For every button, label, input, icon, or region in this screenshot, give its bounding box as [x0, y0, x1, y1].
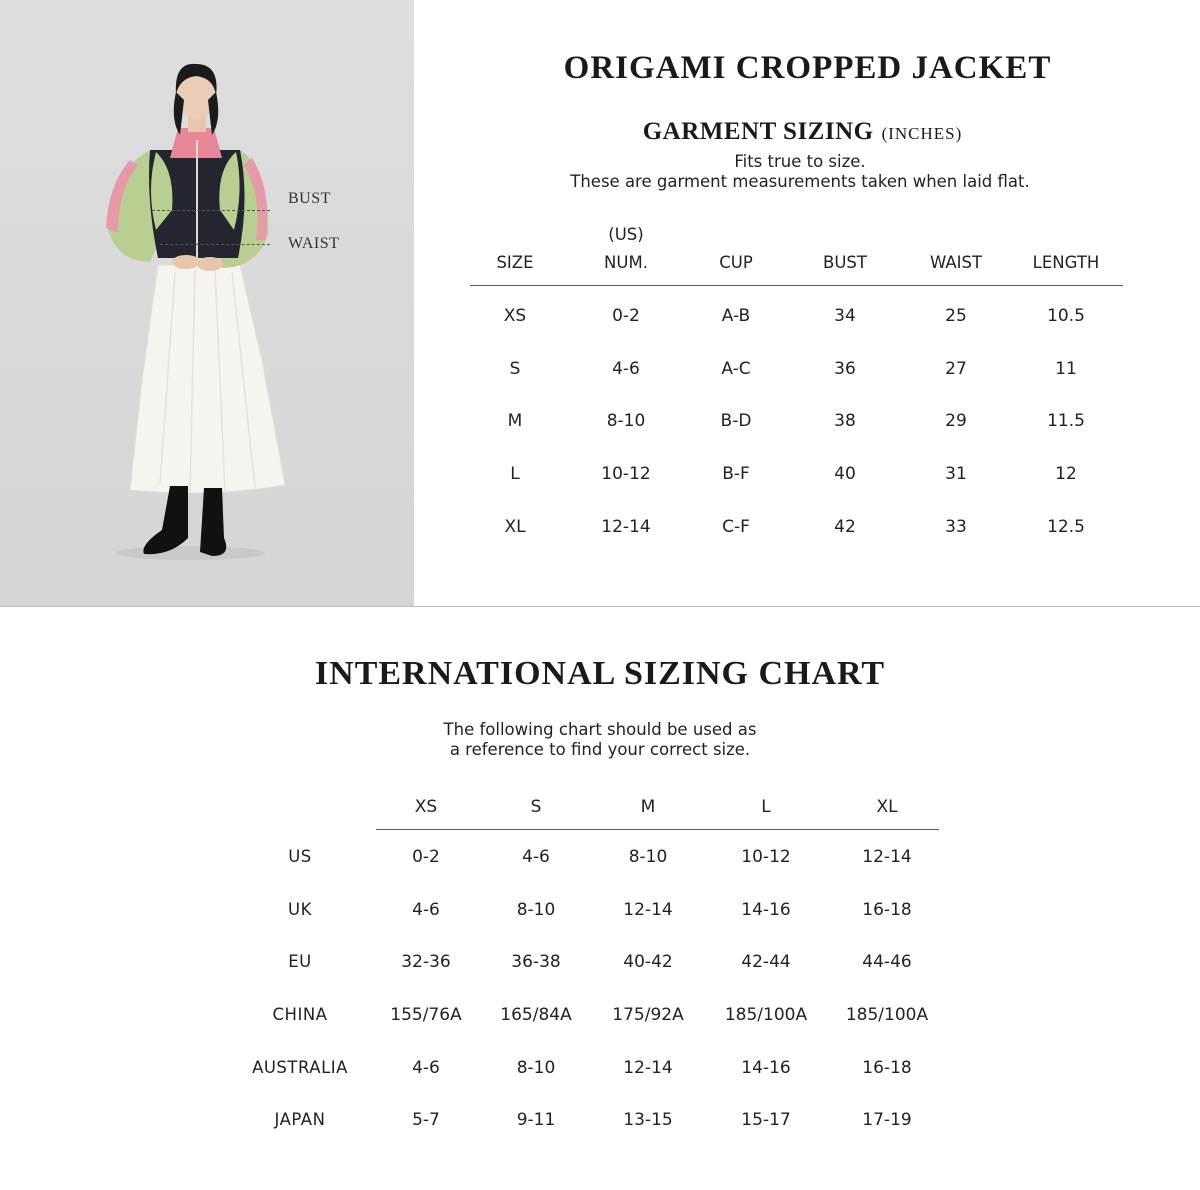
cell-waist: 31	[945, 464, 967, 485]
header-length: LENGTH	[1032, 253, 1100, 272]
header-size-0: XS	[414, 797, 438, 817]
size-cell: 17-19	[862, 1110, 912, 1131]
cell-length: 12.5	[1047, 516, 1085, 537]
size-cell: 44-46	[862, 952, 912, 973]
fit-note: Fits true to size.	[734, 152, 866, 171]
header-size-4: XL	[876, 797, 898, 817]
size-cell: 175/92A	[612, 1005, 684, 1026]
size-cell: 0-2	[412, 847, 440, 867]
size-cell: 32-36	[401, 952, 451, 973]
cell-bust: 42	[834, 516, 856, 537]
cell-us-num: 0-2	[612, 306, 640, 326]
section-divider	[0, 606, 1200, 607]
header-waist: WAIST	[929, 253, 983, 272]
size-cell: 8-10	[516, 899, 556, 920]
cell-cup: A-C	[721, 358, 751, 379]
cell-bust: 36	[834, 358, 856, 379]
region-label: AUSTRALIA	[252, 1057, 348, 1077]
cell-size: M	[507, 411, 523, 432]
size-cell: 155/76A	[390, 1005, 462, 1026]
size-cell: 4-6	[522, 847, 550, 867]
cell-size: XS	[503, 306, 527, 326]
size-cell: 40-42	[623, 952, 673, 973]
table-row	[470, 497, 1123, 550]
size-cell: 5-7	[412, 1110, 440, 1131]
cell-us-num: 4-6	[612, 358, 640, 379]
cell-cup: A-B	[721, 306, 751, 326]
table-row	[470, 286, 1123, 339]
international-table-header	[376, 795, 939, 830]
measurement-note: These are garment measurements taken when laid flat.	[570, 172, 1030, 191]
cell-waist: 25	[945, 306, 967, 326]
cell-length: 11	[1055, 358, 1077, 379]
cell-bust: 34	[834, 306, 856, 326]
header-size: SIZE	[496, 253, 534, 272]
table-row	[470, 339, 1123, 392]
header-bust: BUST	[823, 253, 867, 272]
waist-measure-line	[160, 244, 270, 245]
size-cell: 8-10	[628, 847, 668, 867]
region-label: JAPAN	[274, 1110, 326, 1130]
table-row	[470, 444, 1123, 497]
product-title: ORIGAMI CROPPED JACKET	[563, 50, 1052, 86]
table-row	[230, 952, 980, 1005]
cell-cup: B-D	[720, 411, 752, 432]
cell-size: L	[510, 464, 520, 485]
size-cell: 36-38	[511, 952, 561, 973]
size-cell: 16-18	[862, 1057, 912, 1078]
waist-label: WAIST	[288, 235, 340, 252]
cell-bust: 40	[834, 464, 856, 485]
region-label: US	[288, 847, 312, 866]
garment-table-header	[470, 226, 1123, 286]
size-cell: 15-17	[741, 1110, 791, 1131]
size-cell: 4-6	[412, 899, 440, 920]
model-photo	[0, 0, 414, 606]
model-illustration	[0, 0, 414, 606]
size-cell: 165/84A	[500, 1005, 572, 1026]
cell-bust: 38	[834, 411, 856, 432]
garment-sizing-heading	[415, 118, 1190, 146]
table-row	[230, 1058, 980, 1111]
table-row	[230, 1110, 980, 1163]
bust-label: BUST	[288, 190, 331, 207]
size-cell: 16-18	[862, 899, 912, 920]
size-cell: 4-6	[412, 1057, 440, 1078]
size-cell: 14-16	[741, 899, 791, 920]
cell-waist: 27	[945, 358, 967, 379]
region-label: CHINA	[272, 1005, 328, 1025]
header-cup: CUP	[719, 253, 753, 272]
cell-waist: 33	[945, 516, 967, 537]
size-cell: 12-14	[862, 847, 912, 867]
header-size-3: L	[761, 797, 771, 817]
size-cell: 10-12	[741, 847, 791, 867]
cell-waist: 29	[945, 411, 967, 432]
header-size-1: S	[530, 797, 542, 817]
garment-table-body	[470, 286, 1123, 549]
header-us-num: (US) NUM.	[604, 225, 648, 272]
international-sizing-table	[230, 847, 980, 1163]
table-row	[230, 1005, 980, 1058]
table-row	[470, 391, 1123, 444]
size-cell: 13-15	[623, 1110, 673, 1131]
table-row	[230, 847, 980, 900]
table-row	[230, 900, 980, 953]
size-cell: 42-44	[741, 952, 791, 973]
region-label: UK	[288, 899, 312, 919]
cell-us-num: 8-10	[606, 411, 646, 432]
region-label: EU	[288, 952, 312, 972]
cell-length: 12	[1055, 464, 1077, 485]
cell-us-num: 12-14	[601, 516, 651, 537]
cell-cup: B-F	[722, 464, 750, 485]
international-subtitle-line2: a reference to find your correct size.	[449, 740, 751, 759]
bust-measure-line	[152, 210, 270, 211]
cell-cup: C-F	[722, 516, 750, 537]
international-subtitle-line1: The following chart should be used as	[443, 720, 757, 739]
garment-sizing-unit: (INCHES)	[881, 124, 963, 143]
size-cell: 8-10	[516, 1057, 556, 1078]
size-cell: 9-11	[516, 1110, 556, 1131]
size-cell: 14-16	[741, 1057, 791, 1078]
garment-sizing-table	[470, 226, 1123, 549]
cell-size: S	[509, 358, 521, 379]
cell-size: XL	[504, 516, 526, 537]
header-size-2: M	[640, 797, 656, 817]
size-cell: 185/100A	[724, 1005, 808, 1026]
cell-length: 11.5	[1047, 411, 1085, 432]
cell-length: 10.5	[1047, 306, 1085, 326]
garment-sizing-title: GARMENT SIZING	[642, 118, 874, 145]
international-sizing-title: INTERNATIONAL SIZING CHART	[314, 655, 886, 692]
size-cell: 185/100A	[845, 1005, 929, 1026]
size-cell: 12-14	[623, 1057, 673, 1078]
cell-us-num: 10-12	[601, 464, 651, 485]
size-cell: 12-14	[623, 899, 673, 920]
